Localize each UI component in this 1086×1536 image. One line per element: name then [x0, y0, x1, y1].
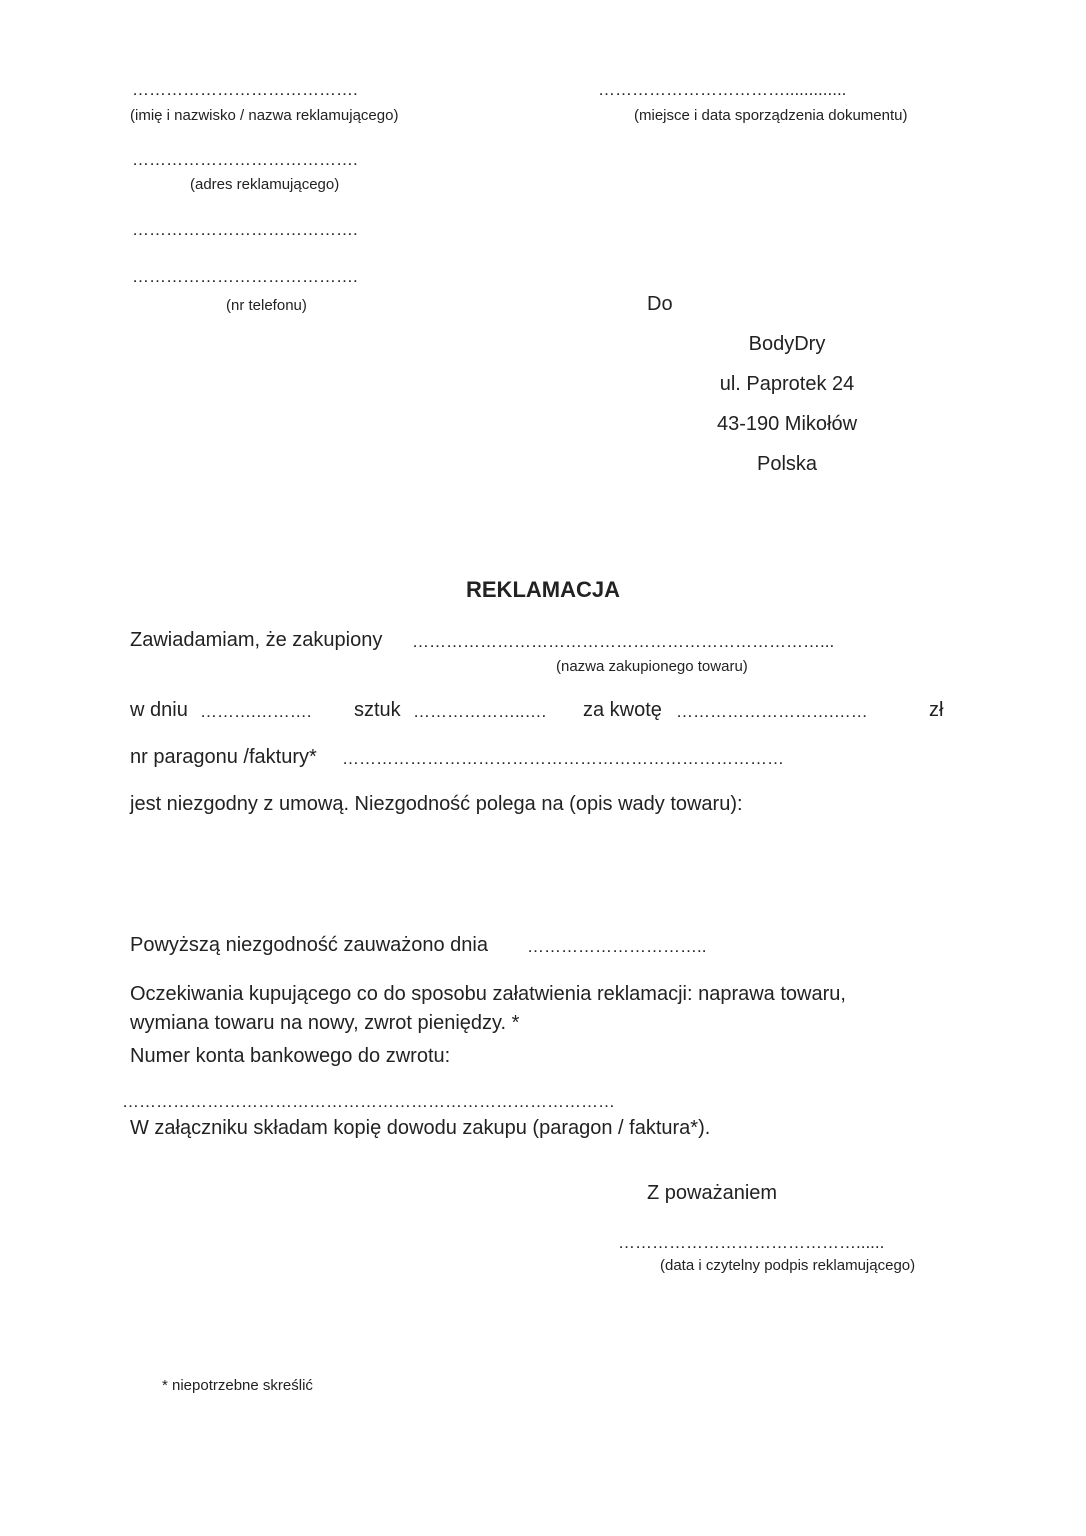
- document-title: REKLAMACJA: [466, 577, 620, 602]
- regards-text: Z poważaniem: [647, 1182, 778, 1204]
- place-date-caption: (miejsce i data sporządzenia dokumentu): [634, 107, 908, 124]
- name-dotted-line[interactable]: ………………………………….: [132, 80, 358, 99]
- signature-caption: (data i czytelny podpis reklamującego): [660, 1257, 916, 1274]
- amount-dotted-field[interactable]: ……………………….……: [676, 702, 868, 721]
- recipient-street: ul. Paprotek 24: [719, 373, 855, 395]
- signature-dotted-line[interactable]: ……………………………………......: [618, 1233, 885, 1252]
- noticed-date-dotted-field[interactable]: …………………………..: [527, 937, 707, 956]
- footnote: * niepotrzebne skreślić: [162, 1377, 313, 1394]
- expectations-line-1: Oczekiwania kupującego co do sposobu załatwienia reklamacji: naprawa towaru,: [130, 983, 846, 1005]
- purchased-item-text: Zawiadamiam, że zakupiony: [130, 629, 383, 651]
- quantity-label: sztuk: [354, 699, 401, 721]
- phone-caption: (nr telefonu): [226, 297, 307, 314]
- recipient-to-label: Do: [647, 293, 673, 315]
- address-dotted-line-2[interactable]: ………………………………….: [132, 220, 358, 239]
- receipt-dotted-field[interactable]: ……………………………………………………………………: [342, 749, 784, 768]
- purchased-item-caption: (nazwa zakupionego towaru): [556, 658, 748, 675]
- date-label: w dniu: [130, 699, 188, 721]
- defect-description-label: jest niezgodny z umową. Niezgodność polega na (opis wady towaru):: [130, 793, 743, 815]
- quantity-dotted-field[interactable]: ………………..….: [413, 702, 547, 721]
- recipient-country: Polska: [756, 453, 818, 475]
- bank-account-dotted-field[interactable]: ……………………………………………………………………………: [122, 1092, 615, 1111]
- place-date-dotted-line[interactable]: …………………………….............: [598, 80, 847, 99]
- bank-account-label: Numer konta bankowego do zwrotu:: [130, 1045, 451, 1067]
- phone-dotted-line[interactable]: ………………………………….: [132, 267, 358, 286]
- address-caption: (adres reklamującego): [190, 176, 340, 193]
- date-dotted-field[interactable]: ……….……….: [200, 702, 312, 721]
- receipt-label: nr paragonu /faktury*: [130, 746, 317, 768]
- address-dotted-line-1[interactable]: ………………………………….: [132, 150, 358, 169]
- expectations-line-2: wymiana towaru na nowy, zwrot pieniędzy. *: [130, 1012, 520, 1034]
- purchased-item-dotted-field[interactable]: ………………………………………………………………...: [412, 632, 835, 651]
- attachment-text: W załączniku składam kopię dowodu zakupu (paragon / faktura*).: [130, 1117, 711, 1139]
- noticed-date-label: Powyższą niezgodność zauważono dnia: [130, 934, 488, 956]
- recipient-company: BodyDry: [748, 333, 826, 355]
- name-caption: (imię i nazwisko / nazwa reklamującego): [130, 107, 399, 124]
- currency-label: zł: [929, 699, 944, 721]
- recipient-city: 43-190 Mikołów: [716, 413, 858, 435]
- amount-label: za kwotę: [583, 699, 662, 721]
